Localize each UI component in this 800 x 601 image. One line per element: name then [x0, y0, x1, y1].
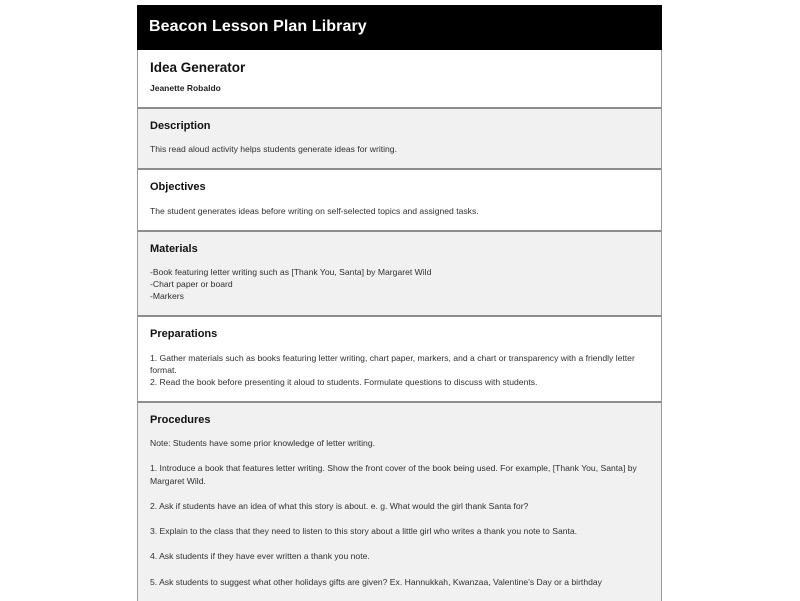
- site-title: Beacon Lesson Plan Library: [149, 18, 367, 35]
- section-text-line: -Chart paper or board: [150, 279, 233, 290]
- section-text-line: 4. Ask students if they have ever written a thank you note.: [150, 551, 370, 562]
- lesson-title: Idea Generator: [150, 60, 246, 75]
- section-heading: Description: [150, 120, 211, 133]
- lesson-plan-document: [137, 5, 662, 601]
- section-text-line: 3. Explain to the class that they need to listen to this story about a little girl who writes a thank you note to Santa.: [150, 526, 578, 537]
- section-text-line: -Book featuring letter writing such as [Thank You, Santa] by Margaret Wild: [150, 266, 432, 277]
- section-heading: Procedures: [150, 414, 211, 427]
- section-body: [150, 266, 649, 303]
- lesson-section: [137, 317, 662, 403]
- section-heading: Objectives: [150, 181, 206, 194]
- section-body: [150, 205, 649, 217]
- section-text-line: 1. Introduce a book that features letter writing. Show the front cover of the book being used. For example, [Thank You, Santa] by Margaret Wild.: [150, 463, 637, 486]
- section-text-line: 2. Ask if students have an idea of what this story is about. e. g. What would the girl thank Santa for?: [150, 500, 529, 511]
- lesson-sections: [137, 109, 662, 601]
- section-heading: Preparations: [150, 328, 218, 341]
- lesson-section: [137, 170, 662, 231]
- lesson-author: Jeanette Robaldo: [150, 82, 221, 93]
- lesson-section: [137, 109, 662, 170]
- section-text-line: This read aloud activity helps students generate ideas for writing.: [150, 144, 397, 155]
- section-text-line: 5. Ask students to suggest what other holidays gifts are given? Ex. Hannukkah, Kwanzaa, Valentine's Day or a birthday: [150, 576, 602, 587]
- site-masthead: [137, 5, 662, 50]
- section-text-line: The student generates ideas before writing on self-selected topics and assigned tasks.: [150, 205, 479, 216]
- section-body: [150, 143, 649, 155]
- lesson-section: [137, 232, 662, 318]
- section-body: [150, 352, 649, 389]
- section-text-line: 1. Gather materials such as books featuring letter writing, chart paper, markers, and a chart or transparency with a friendly letter format.: [150, 352, 635, 375]
- section-text-line: -Markers: [150, 291, 184, 302]
- section-text-line: Note: Students have some prior knowledge of letter writing.: [150, 438, 375, 449]
- section-heading: Materials: [150, 242, 198, 255]
- section-text-line: 2. Read the book before presenting it aloud to students. Formulate questions to discuss with students.: [150, 376, 538, 387]
- section-body: [150, 437, 649, 587]
- lesson-title-block: [137, 50, 662, 109]
- lesson-section: [137, 403, 662, 601]
